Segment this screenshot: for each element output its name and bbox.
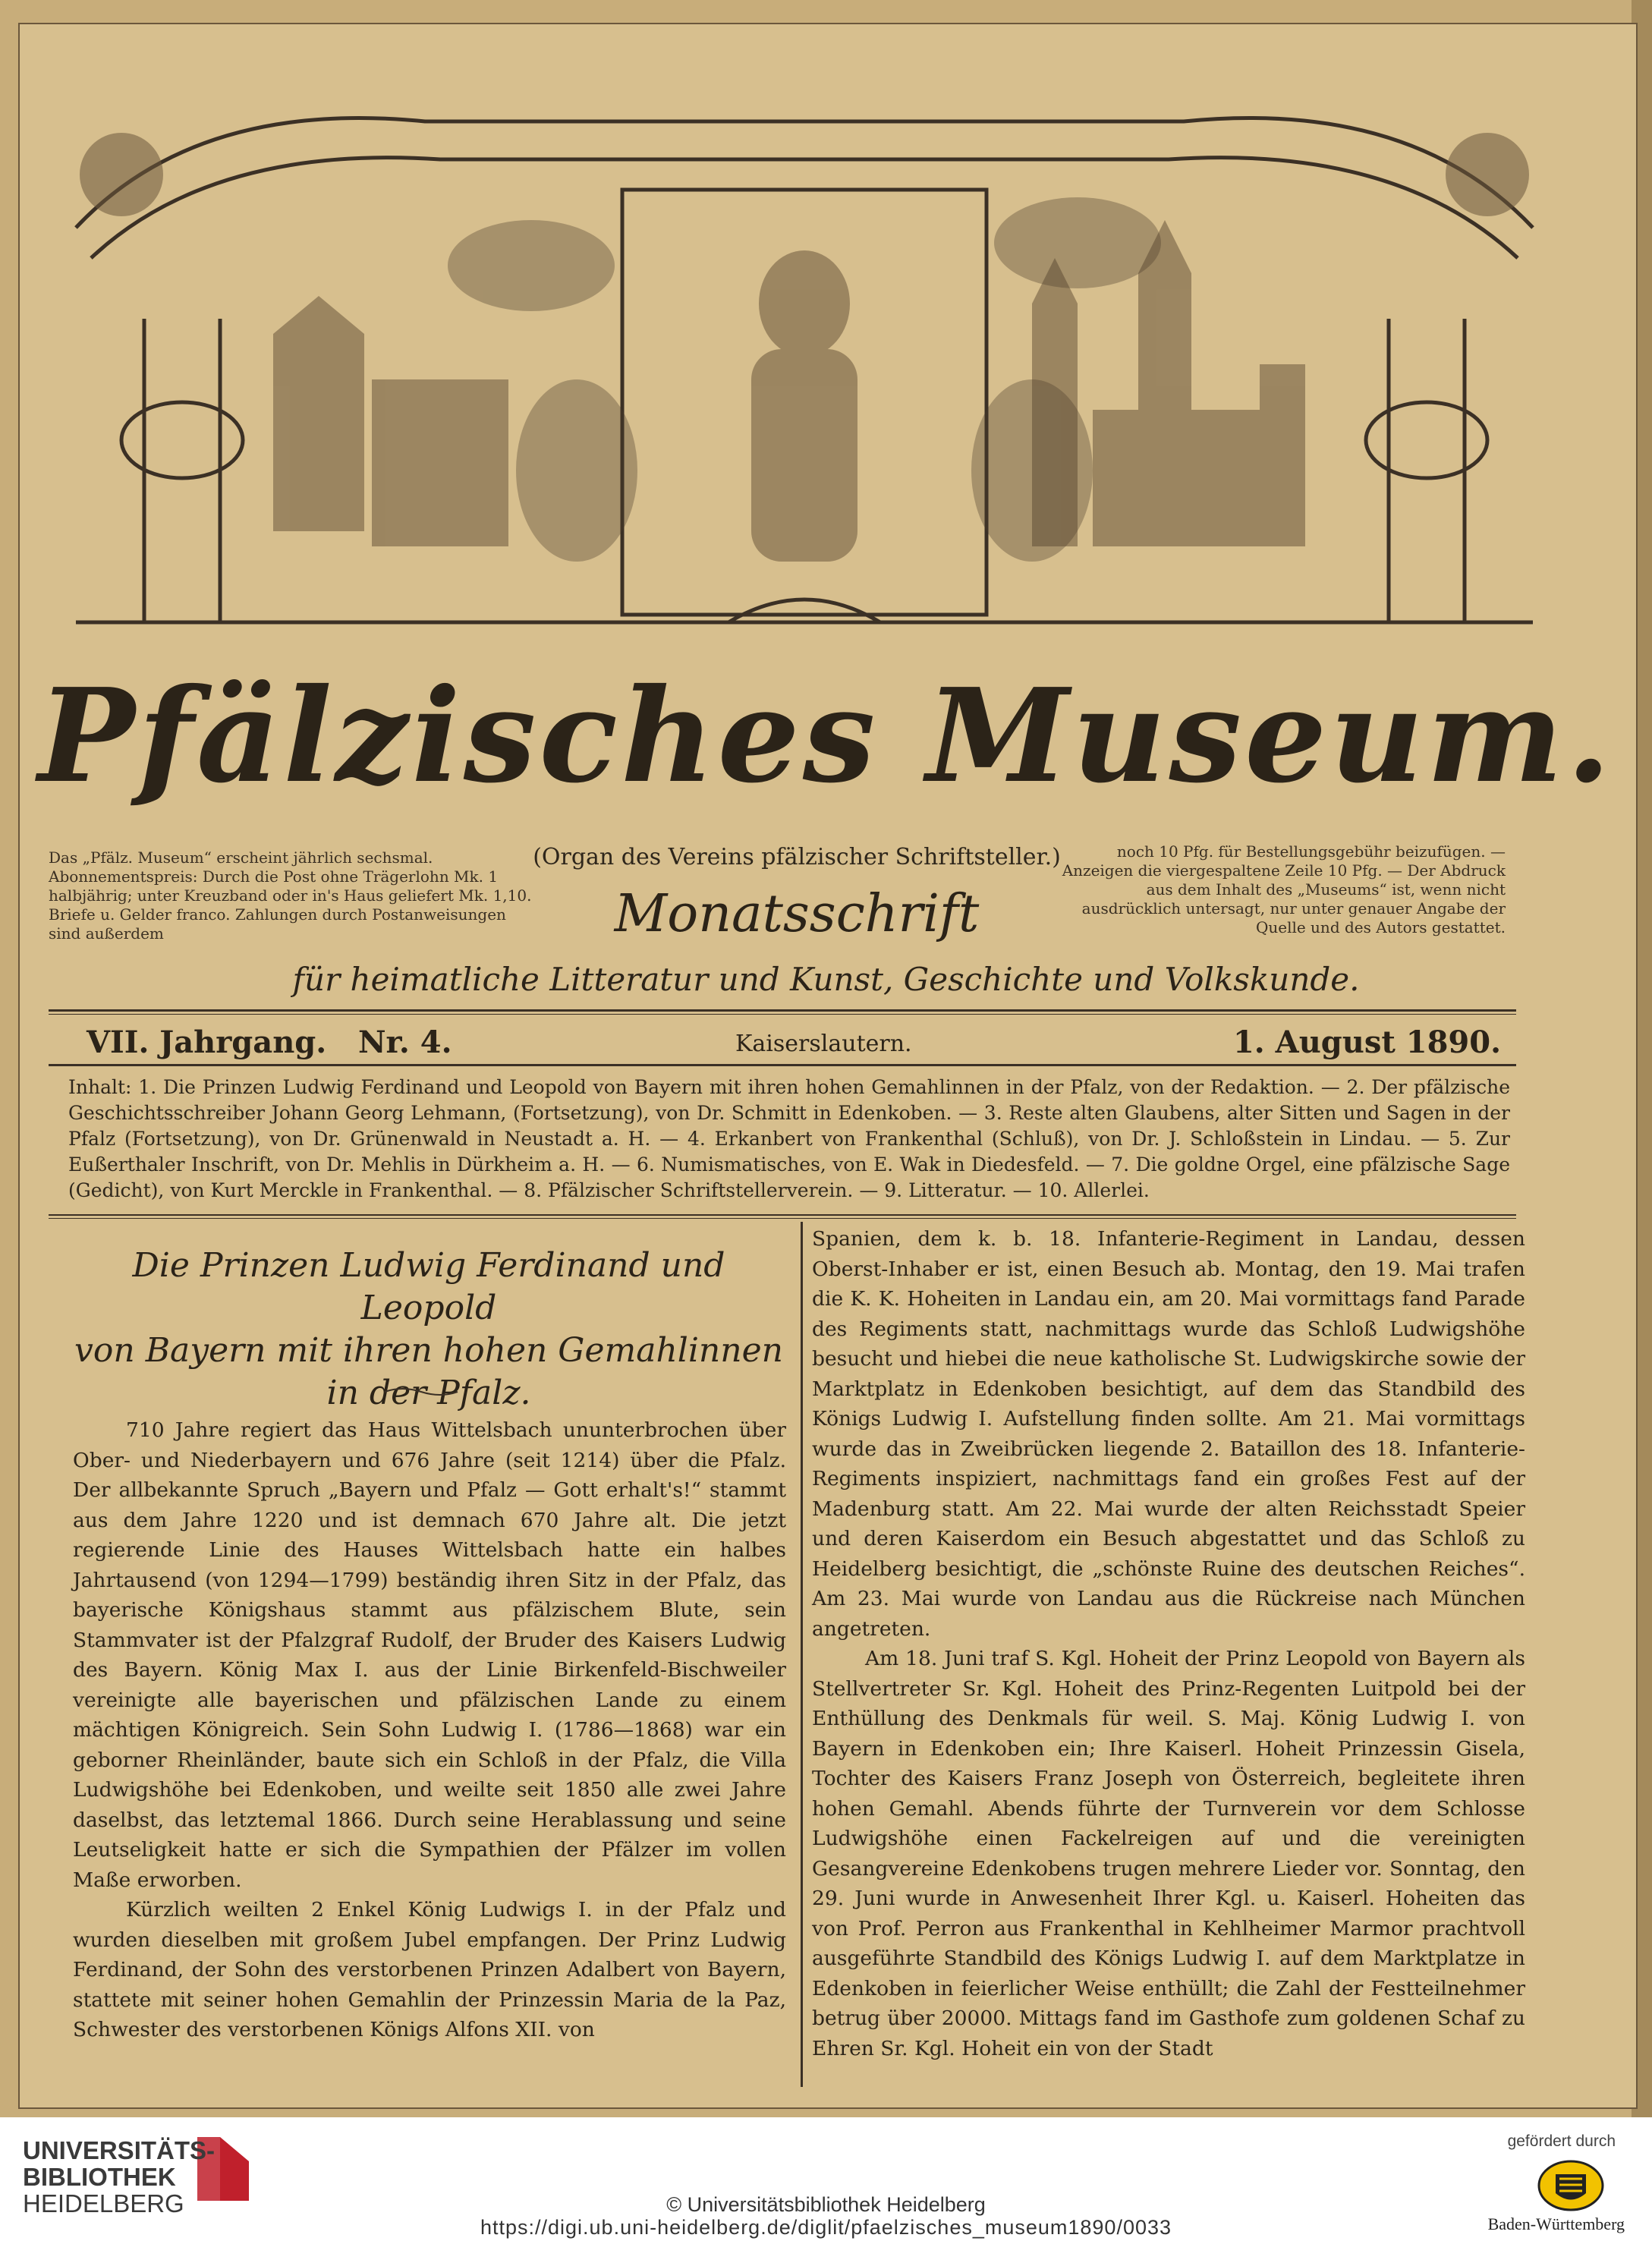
- top-rule: [49, 1009, 1516, 1012]
- contents-rule-bottom-thin: [49, 1218, 1516, 1219]
- title-flourish: [383, 1386, 459, 1398]
- article-column-left: [73, 1415, 786, 2045]
- paragraph: Spanien, dem k. b. 18. Infanterie-Regiment in Landau, dessen Oberst-Inhaber er ist, einen Besuch ab. Montag, den 19. Mai trafen die K. K. Hoheiten in Landau ein, am 20. Mai vormittags fand Parade des Regiments statt, nachmittags wurde das Schloß Ludwigshöhe besucht und hiebei die neue katholische St. Ludwigskirche sowie der Marktplatz in Edenkoben besichtigt, auf dem das Standbild des Königs Ludwig I. Aufstellung finden sollte. Am 21. Mai vormittags wurde das in Zweibrücken liegende 2. Bataillon des 18. Infanterie-Regiments inspiziert, nachmittags fand ein großes Fest auf der Madenburg statt. Am 22. Mai wurde der alten Reichsstadt Speier und deren Kaiserdom ein Besuch abgestattet und das Schloß zu Heidelberg besichtigt, die „schönste Ruine des deutschen Reiches“. Am 23. Mai wurde von Landau aus die Rückreise nach München angetreten.: [812, 1227, 1525, 1641]
- issue-line: [49, 1025, 1516, 1062]
- volume-number: VII. Jahrgang. Nr. 4.: [87, 1025, 452, 1060]
- ads-note: noch 10 Pfg. für Bestellungsgebühr beizufügen. — Anzeigen die viergespaltene Zeile 10 Pfg. — Der Abdruck aus dem Inhalt des „Museums“ ist, wenn nicht ausdrücklich untersagt, nur unter genauer Angabe der Quelle und des Autors gestattet.: [1062, 842, 1506, 936]
- subscription-note: Das „Pfälz. Museum“ erscheint jährlich sechsmal. Abonnementspreis: Durch die Post ohne Trägerlohn Mk. 1 halbjährig; unter Kreuzband oder in's Haus geliefert Mk. 1,10. Briefe u. Gelder franco. Zahlungen durch Postanweisungen sind außerdem: [49, 848, 532, 943]
- article-column-right: [812, 1224, 1525, 2063]
- article-title: Die Prinzen Ludwig Ferdinand und Leopold von Bayern mit ihren hohen Gemahlinnen in der Pfalz.: [74, 1246, 783, 1412]
- paragraph: Am 18. Juni traf S. Kgl. Hoheit der Prinz Leopold von Bayern als Stellvertreter Sr. Kgl. Hoheit des Prinz-Regenten Luitpold bei der Enthüllung des Denkmals für weil. S. Maj. König Ludwig I. von Bayern in Edenkoben ein; Ihre Kaiserl. Hoheit Prinzessin Gisela, Tochter des Kaisers Franz Joseph von Österreich, begleitete ihren hohen Gemahl. Abends führte der Turnverein vor dem Schlosse Ludwigshöhe einen Fackelreigen auf und die vereinigten Gesangvereine Edenkobens trugen mehrere Lieder vor. Sonntag, den 29. Juni wurde in Anwesenheit Ihrer Kgl. u. Kaiserl. Hoheiten das von Prof. Perron aus Frankenthal in Kehlheimer Marmor prachtvoll ausgeführte Standbild des Königs Ludwig I. auf dem Marktplatze in Edenkoben in feierlicher Weise enthüllt; die Zahl der Festteilnehmer betrug über 20000. Mittags fand im Gasthofe zum goldenen Schaf zu Ehren Sr. Kgl. Hoheit ein von der Stadt: [812, 1647, 1525, 2060]
- funded-by-label: gefördert durch: [1507, 2132, 1616, 2150]
- masthead-engraving: [46, 76, 1563, 653]
- contents-rule-top: [49, 1064, 1516, 1066]
- issue-place: Kaiserslautern.: [735, 1031, 912, 1057]
- paragraph: 710 Jahre regiert das Haus Wittelsbach ununterbrochen über Ober- und Niederbayern und 676 Jahre (seit 1214) über die Pfalz. Der allbekannte Spruch „Bayern und Pfalz — Gott erhalt's!“ stammt aus dem Jahre 1220 und ist demnach 670 Jahre alt. Die jetzt regierende Linie des Hauses Wittelsbach hatte ein halbes Jahrtausend (von 1294—1799) beständig ihren Sitz in der Pfalz, das bayerische Königshaus stammt aus pfälzischem Blute, sein Stammvater ist der Pfalzgraf Rudolf, der Bruder des Kaisers Ludwig des Bayern. König Max I. aus der Linie Birkenfeld-Bischweiler vereinigte alle bayerischen und pfälzischen Lande zu einem mächtigen Königreich. Sein Sohn Ludwig I. (1786—1868) war ein geborner Rheinländer, baute sich ein Schloß in der Pfalz, die Villa Ludwigshöhe bei Edenkoben, und weilte seit 1850 alle zwei Jahre daselbst, das letztemal 1866. Durch seine Herablassung und seine Leutseligkeit hatte er sich die Sympathien der Pfälzer im vollen Maße erworben.: [73, 1418, 786, 1892]
- permalink[interactable]: https://digi.ub.uni-heidelberg.de/diglit/pfaelzisches_museum1890/0033: [480, 2216, 1172, 2239]
- viewer-footer: [0, 2117, 1652, 2241]
- paragraph: Kürzlich weilten 2 Enkel König Ludwigs I. in der Pfalz und wurden dieselben mit großem Jubel empfangen. Der Prinz Ludwig Ferdinand, der Sohn des verstorbenen Prinzen Adalbert von Bayern, stattete mit seiner hohen Gemahlin der Prinzessin Maria de la Paz, Schwester des verstorbenen Königs Alfons XII. von: [73, 1898, 786, 2041]
- funder-name[interactable]: Baden-Württemberg: [1487, 2214, 1625, 2233]
- library-name[interactable]: UNIVERSITÄTS- BIBLIOTHEK HEIDELBERG: [23, 2136, 216, 2217]
- contents-rule-bottom: [49, 1214, 1516, 1216]
- state-coat-of-arms-icon[interactable]: [1537, 2159, 1605, 2212]
- newspaper-title: Pfälzisches Museum.: [38, 660, 1614, 812]
- top-rule-thin: [49, 1014, 1516, 1015]
- subtitle: für heimatliche Litteratur und Kunst, Geschichte und Volkskunde.: [292, 961, 1360, 998]
- table-of-contents: Inhalt: 1. Die Prinzen Ludwig Ferdinand und Leopold von Bayern mit ihren hohen Gemahlinnen in der Pfalz, von der Redaktion. — 2. Der pfälzische Geschichtsschreiber Johann Georg Lehmann, (Fortsetzung), von Dr. Schmitt in Edenkoben. — 3. Reste alten Glaubens, alter Sitten und Sagen in der Pfalz (Fortsetzung), von Dr. Grünenwald in Neustadt a. H. — 4. Erkanbert von Frankenthal (Schluß), von Dr. J. Schloßstein in Lindau. — 5. Zur Eußerthaler Inschrift, von Dr. Mehlis in Dürkheim a. H. — 6. Numismatisches, von E. Wak in Diedesfeld. — 7. Die goldne Orgel, eine pfälzische Sage (Gedicht), von Kurt Merckle in Frankenthal. — 8. Pfälzischer Schriftstellerverein. — 9. Litteratur. — 10. Allerlei.: [68, 1076, 1510, 1201]
- issue-date: 1. August 1890.: [1232, 1025, 1501, 1060]
- column-divider: [801, 1222, 803, 2087]
- monthly-label: Monatsschrift: [614, 884, 980, 944]
- copyright-notice: © Universitätsbibliothek Heidelberg: [666, 2193, 986, 2216]
- organ-line: (Organ des Vereins pfälzischer Schriftsteller.): [533, 844, 1061, 870]
